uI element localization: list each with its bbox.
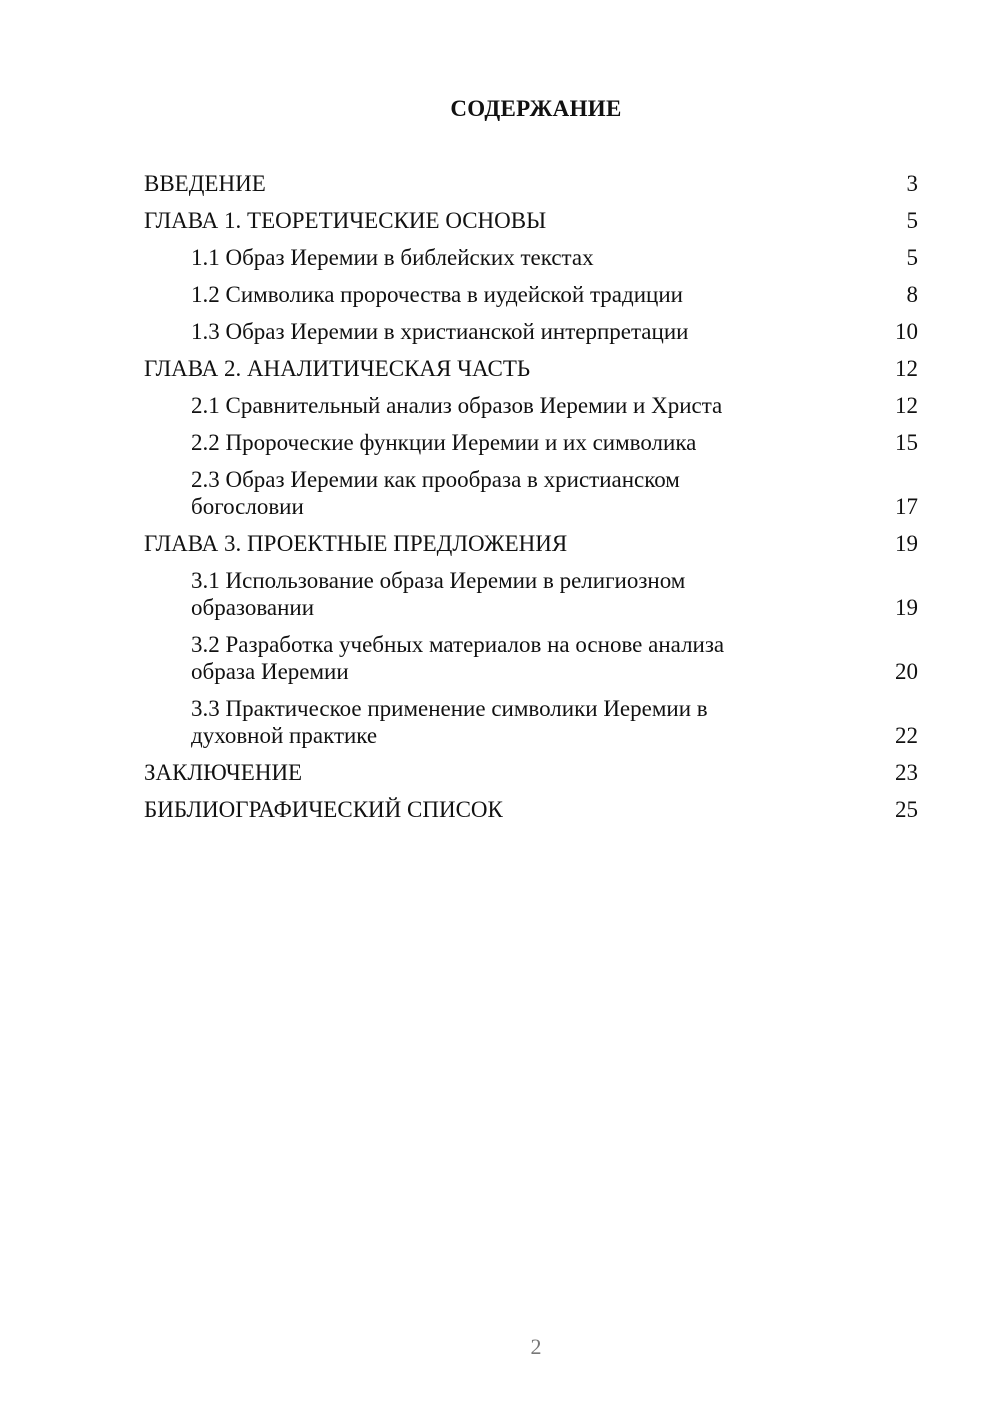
- toc-entry-label: 1.1 Образ Иеремии в библейских текстах: [191, 245, 594, 270]
- toc-entry-label: 2.2 Пророческие функции Иеремии и их символика: [191, 430, 697, 455]
- toc-entry-label: ВВЕДЕНИЕ: [144, 171, 266, 196]
- toc-entry-label: ГЛАВА 1. ТЕОРЕТИЧЕСКИЕ ОСНОВЫ: [144, 208, 547, 233]
- toc-entry-page: 10: [895, 319, 918, 344]
- toc-entry-page: 8: [906, 282, 918, 307]
- toc-entry-label: БИБЛИОГРАФИЧЕСКИЙ СПИСОК: [144, 797, 503, 822]
- toc-entry-chapter-3[interactable]: [144, 530, 918, 557]
- toc-entry-chapter-2[interactable]: [144, 355, 918, 382]
- toc-entry-page: 5: [906, 208, 918, 233]
- toc-entry-page: 19: [895, 595, 918, 620]
- page-title: СОДЕРЖАНИЕ: [450, 96, 622, 121]
- toc-entry-label: 1.3 Образ Иеремии в христианской интерпретации: [191, 319, 689, 344]
- toc-entry-section-3-2[interactable]: [144, 631, 918, 685]
- toc-entry-page: 3: [906, 171, 918, 196]
- toc-entry-bibliography[interactable]: [144, 796, 918, 823]
- toc-entry-conclusion[interactable]: [144, 759, 918, 786]
- toc-entry-page: 5: [906, 245, 918, 270]
- toc-entry-page: 25: [895, 797, 918, 822]
- toc-entry-label: ГЛАВА 3. ПРОЕКТНЫЕ ПРЕДЛОЖЕНИЯ: [144, 531, 568, 556]
- toc-entry-page: 23: [895, 760, 918, 785]
- toc-entry-section-2-3[interactable]: [144, 466, 918, 520]
- toc-entry-page: 12: [895, 356, 918, 381]
- toc-entry-label: ЗАКЛЮЧЕНИЕ: [144, 760, 303, 785]
- toc-entry-section-1-3[interactable]: [144, 318, 918, 345]
- toc-entry-page: 20: [895, 659, 918, 684]
- toc-entry-page: 17: [895, 494, 918, 519]
- toc-entry-label: 3.3 Практическое применение символики Иеремии в духовной практике: [191, 696, 708, 748]
- toc-entry-introduction[interactable]: [144, 170, 918, 197]
- toc-entry-section-3-3[interactable]: [144, 695, 918, 749]
- toc-entry-label: 2.3 Образ Иеремии как прообраза в христианском богословии: [191, 467, 680, 519]
- toc-entry-label: 2.1 Сравнительный анализ образов Иеремии и Христа: [191, 393, 723, 418]
- toc-entry-label: 1.2 Символика пророчества в иудейской традиции: [191, 282, 683, 307]
- toc-entry-section-2-2[interactable]: [144, 429, 918, 456]
- toc-entry-label: ГЛАВА 2. АНАЛИТИЧЕСКАЯ ЧАСТЬ: [144, 356, 531, 381]
- toc-entry-page: 19: [895, 531, 918, 556]
- page-number: 2: [530, 1334, 542, 1359]
- toc-entry-page: 22: [895, 723, 918, 748]
- toc-entry-label: 3.2 Разработка учебных материалов на основе анализа образа Иеремии: [191, 632, 725, 684]
- table-of-contents: [144, 170, 918, 833]
- toc-entry-section-3-1[interactable]: [144, 567, 918, 621]
- toc-entry-page: 12: [895, 393, 918, 418]
- toc-entry-section-2-1[interactable]: [144, 392, 918, 419]
- toc-entry-chapter-1[interactable]: [144, 207, 918, 234]
- toc-entry-section-1-2[interactable]: [144, 281, 918, 308]
- toc-entry-page: 15: [895, 430, 918, 455]
- toc-entry-label: 3.1 Использование образа Иеремии в религиозном образовании: [191, 568, 686, 620]
- toc-entry-section-1-1[interactable]: [144, 244, 918, 271]
